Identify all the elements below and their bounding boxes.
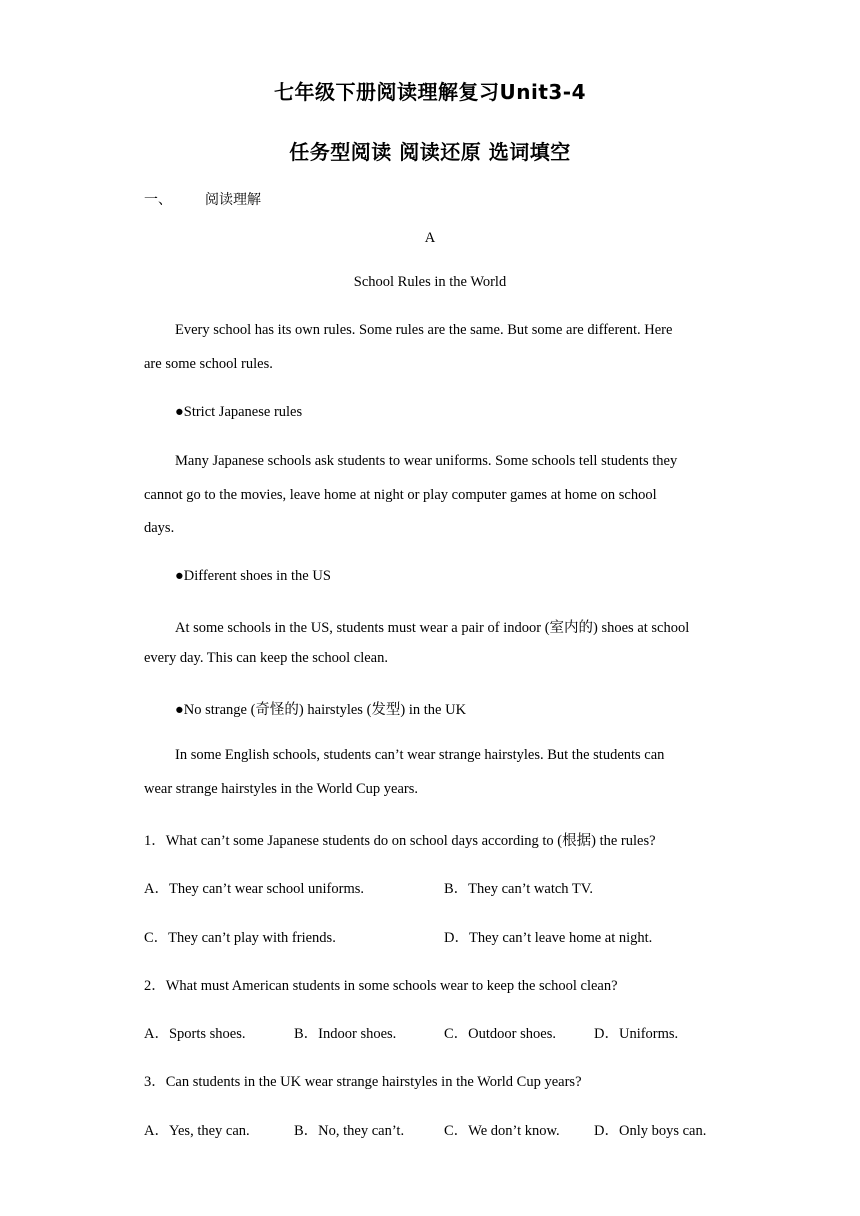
- document-subtitle: 任务型阅读 阅读还原 选词填空: [289, 140, 571, 164]
- question-1-option-d: D．They can’t leave home at night.: [444, 930, 653, 946]
- passage-heading-japan: ●Strict Japanese rules: [175, 404, 303, 420]
- question-3-text: 3．Can students in the UK wear strange hairstyles in the World Cup years?: [144, 1074, 582, 1090]
- question-1-option-b: B．They can’t watch TV.: [444, 881, 594, 897]
- passage-heading-uk: ●No strange (奇怪的) hairstyles (发型) in the UK: [175, 702, 467, 718]
- question-3-option-b: B．No, they can’t.: [294, 1123, 405, 1139]
- document-title: 七年级下册阅读理解复习Unit3-4: [273, 80, 587, 104]
- question-2-option-c: C．Outdoor shoes.: [444, 1026, 556, 1042]
- passage-intro-line: are some school rules.: [144, 356, 273, 372]
- paragraph-uk-line: In some English schools, students can’t wear strange hairstyles. But the students can: [175, 747, 665, 763]
- paragraph-japan-line: Many Japanese schools ask students to wear uniforms. Some schools tell students they: [175, 453, 678, 469]
- question-2-option-a: A．Sports shoes.: [144, 1026, 246, 1042]
- paragraph-us-line: every day. This can keep the school clean.: [144, 650, 388, 666]
- section-number: 一、: [144, 192, 172, 208]
- section-label: 阅读理解: [205, 192, 261, 208]
- question-2-option-d: D．Uniforms.: [594, 1026, 679, 1042]
- paragraph-japan-line: cannot go to the movies, leave home at night or play computer games at home on school: [144, 487, 657, 503]
- question-3-option-d: D．Only boys can.: [594, 1123, 707, 1139]
- paragraph-us-line: At some schools in the US, students must wear a pair of indoor (室内的) shoes at school: [175, 620, 690, 636]
- passage-letter: A: [424, 230, 436, 246]
- question-3-option-a: A．Yes, they can.: [144, 1123, 250, 1139]
- passage-title: School Rules in the World: [353, 274, 507, 290]
- passage-intro-line: Every school has its own rules. Some rules are the same. But some are different. Here: [175, 322, 673, 338]
- passage-heading-us: ●Different shoes in the US: [175, 568, 331, 584]
- question-3-option-c: C．We don’t know.: [444, 1123, 560, 1139]
- question-2-option-b: B．Indoor shoes.: [294, 1026, 397, 1042]
- question-1-text: 1．What can’t some Japanese students do on school days according to (根据) the rules?: [144, 833, 656, 849]
- question-1-option-c: C．They can’t play with friends.: [144, 930, 336, 946]
- question-1-option-a: A．They can’t wear school uniforms.: [144, 881, 364, 897]
- question-2-text: 2．What must American students in some schools wear to keep the school clean?: [144, 978, 618, 994]
- paragraph-uk-line: wear strange hairstyles in the World Cup years.: [144, 781, 418, 797]
- paragraph-japan-line: days.: [144, 520, 175, 536]
